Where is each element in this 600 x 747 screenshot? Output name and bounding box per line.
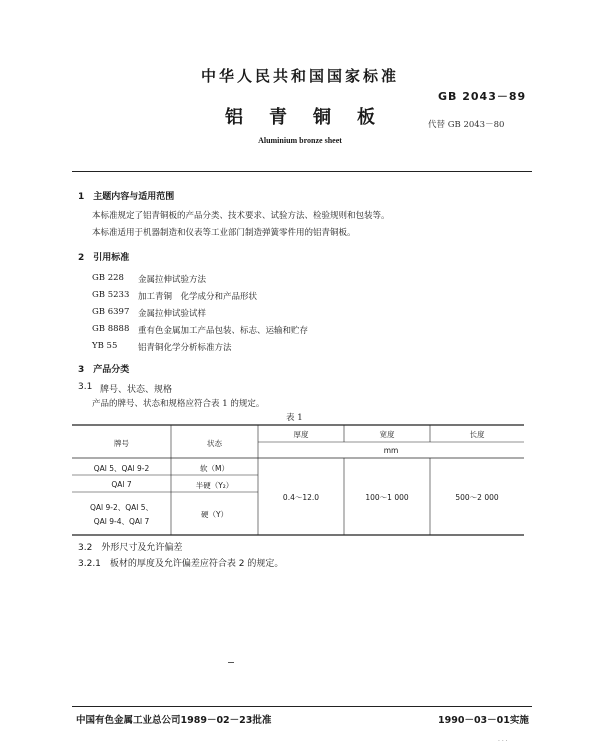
replaces-standard: 代替 GB 2043－80 bbox=[428, 120, 505, 130]
clause-3-2-1: 3.2.1 板材的厚度及允许偏差应符合表 2 的规定。 bbox=[78, 559, 284, 569]
header-thickness: 厚度 bbox=[293, 430, 309, 439]
header-length: 长度 bbox=[469, 430, 485, 439]
section-3-heading: 3 产品分类 bbox=[78, 365, 130, 375]
section-1-heading: 1 主题内容与适用范围 bbox=[78, 192, 175, 202]
section-2-heading: 2 引用标准 bbox=[78, 253, 130, 263]
page-stamp-mark: · · · bbox=[498, 738, 508, 745]
cell-grade-3b: QAl 9-4、QAl 7 bbox=[93, 517, 150, 526]
header-grade: 牌号 bbox=[114, 439, 129, 448]
unit-label: mm bbox=[383, 446, 399, 455]
ref-title: 加工青铜 化学成分和产品形状 bbox=[138, 292, 258, 302]
cell-grade-1: QAl 5、QAl 9-2 bbox=[93, 464, 150, 473]
cell-width: 100～1 000 bbox=[365, 493, 409, 502]
clause-3-2: 3.2 外形尺寸及允许偏差 bbox=[78, 543, 183, 553]
ref-code: GB 228 bbox=[92, 273, 124, 283]
ref-title: 铝青铜化学分析标准方法 bbox=[138, 343, 232, 353]
header-divider bbox=[72, 171, 532, 172]
clause-3-1-text: 产品的牌号、状态和规格应符合表 1 的规定。 bbox=[92, 399, 265, 409]
document-title: 铝青铜板 bbox=[225, 107, 401, 128]
ref-code: GB 8888 bbox=[92, 324, 130, 334]
implementation-date: 1990－03－01实施 bbox=[438, 715, 529, 726]
ref-code: GB 6397 bbox=[92, 307, 130, 317]
cell-grade-2: QAl 7 bbox=[111, 480, 132, 489]
cell-length: 500～2 000 bbox=[455, 493, 499, 502]
ref-title: 金属拉伸试验试样 bbox=[138, 309, 207, 319]
cell-thickness: 0.4～12.0 bbox=[282, 493, 320, 502]
section-1-paragraph-1: 本标准规定了铝青铜板的产品分类、技术要求、试验方法、检验规则和包装等。 bbox=[92, 211, 390, 221]
table-1 bbox=[68, 424, 528, 558]
national-standard-heading: 中华人民共和国国家标准 bbox=[200, 67, 399, 85]
ref-title: 重有色金属加工产品包装、标志、运输和贮存 bbox=[138, 326, 309, 336]
scan-mark bbox=[228, 662, 234, 663]
table-caption: 表 1 bbox=[286, 413, 303, 423]
standard-number: GB 2043－89 bbox=[438, 90, 527, 103]
approval-line: 中国有色金属工业总公司1989－02－23批准 bbox=[76, 715, 272, 726]
footer-divider bbox=[72, 706, 532, 707]
cell-grade-3a: QAl 9-2、QAl 5、 bbox=[89, 503, 154, 512]
ref-code: YB 55 bbox=[92, 341, 118, 351]
cell-state-2: 半硬（Y₂） bbox=[195, 481, 234, 490]
clause-3-1-number: 3.1 bbox=[78, 382, 93, 392]
header-width: 宽度 bbox=[379, 430, 395, 439]
document-title-english: Aluminium bronze sheet bbox=[258, 136, 342, 145]
cell-state-1: 软（M） bbox=[200, 464, 229, 473]
ref-title: 金属拉伸试验方法 bbox=[138, 275, 207, 285]
section-1-paragraph-2: 本标准适用于机器制造和仪表等工业部门制造弹簧零件用的铝青铜板。 bbox=[92, 228, 356, 238]
cell-state-3: 硬（Y） bbox=[200, 510, 229, 519]
clause-3-1-title: 牌号、状态、规格 bbox=[100, 385, 173, 395]
header-state: 状态 bbox=[207, 439, 222, 448]
ref-code: GB 5233 bbox=[92, 290, 130, 300]
